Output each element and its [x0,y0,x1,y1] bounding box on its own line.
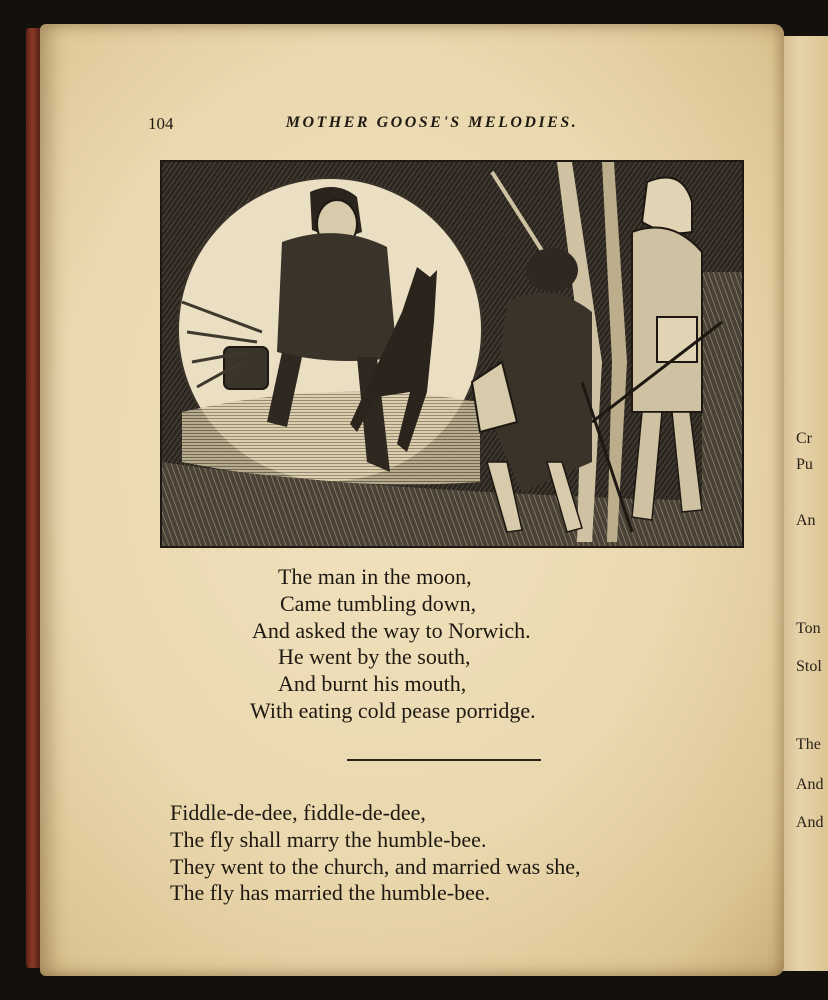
poem-line: And asked the way to Norwich. [252,617,531,643]
poem-line: With eating cold pease porridge. [250,697,536,723]
woodcut-illustration [160,160,744,548]
illustration-drawing [162,162,742,546]
poem-man-in-the-moon [250,564,536,725]
poem-line: The fly shall marry the humble-bee. [170,826,487,852]
poem-line: And burnt his mouth, [278,671,467,697]
facing-page-fragment: And [796,776,824,793]
book-page [40,24,784,976]
facing-page-fragment: Cr [796,430,812,447]
poem-line: The fly has married the humble-bee. [170,880,491,906]
poem-line: He went by the south, [278,644,471,670]
facing-page-fragment: And [796,814,824,831]
facing-page-fragment: An [796,512,816,529]
poem-line: Fiddle-de-dee, fiddle-de-dee, [170,800,426,825]
running-head: MOTHER GOOSE'S MELODIES. [285,114,579,131]
section-divider [347,759,541,761]
page-number: 104 [148,114,174,133]
poem-line: They went to the church, and married was she, [170,853,581,879]
facing-page-fragment: Ton [796,620,821,637]
facing-page-fragment: The [796,736,821,753]
facing-page-fragment: Pu [796,456,813,473]
poem-line: Came tumbling down, [280,590,477,616]
poem-fiddle-de-dee [170,800,581,907]
facing-page-fragment: Stol [796,658,822,675]
poem-line: The man in the moon, [278,564,472,589]
